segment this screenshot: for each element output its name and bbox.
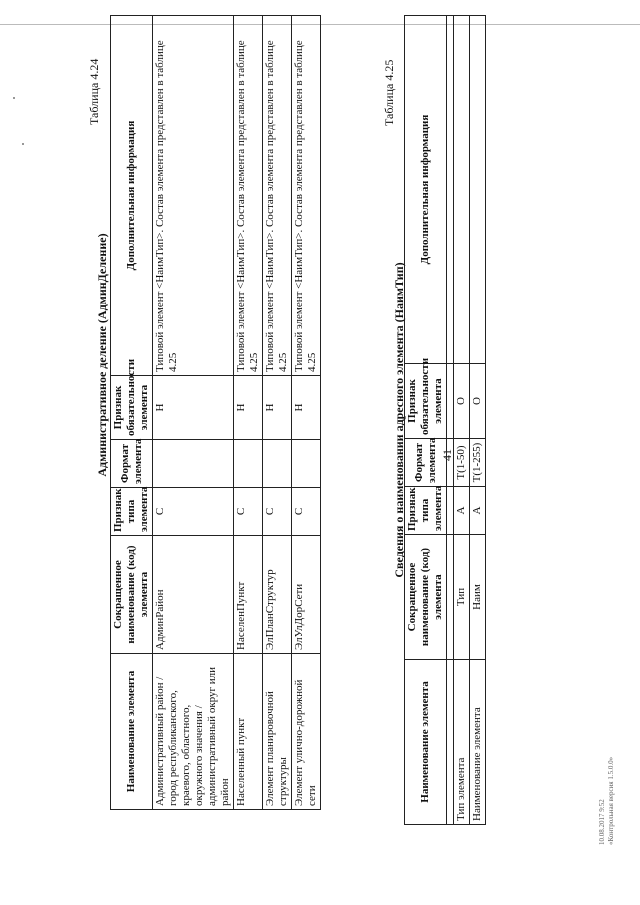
- scan-speck: [13, 97, 15, 99]
- cell-name: Тип элемента: [454, 660, 470, 825]
- table-row: [470, 16, 486, 825]
- table-row: [153, 16, 234, 810]
- cell-short-name: НаселенПункт: [234, 536, 263, 654]
- cell-short-name: ЭлУлДорСети: [292, 536, 321, 654]
- col-header-short-name: Сокращенное наименование (код) элемента: [405, 535, 447, 660]
- cell-format: T(1-50): [454, 439, 470, 487]
- cell-required: Н: [234, 376, 263, 440]
- cell-info: Типовой элемент <НаимТип>. Состав элемента представлен в таблице 4.25: [234, 16, 263, 376]
- margin-note-date: 10.08.2017 9:52: [598, 799, 606, 845]
- cell-required: О: [470, 364, 486, 439]
- table-row: [263, 16, 292, 810]
- cell-format: T(1-255): [470, 439, 486, 487]
- col-header-name: Наименование элемента: [405, 660, 447, 825]
- cell-name: Населенный пункт: [234, 654, 263, 810]
- table-header-row: [111, 16, 153, 810]
- cell-required: Н: [263, 376, 292, 440]
- cell-short-name: Тип: [454, 535, 470, 660]
- col-header-required: Признак обязательности элемента: [111, 376, 153, 440]
- cell-name: Элемент улично-дорожной сети: [292, 654, 321, 810]
- col-header-type: Признак типа элемента: [111, 488, 153, 536]
- margin-note-version: «Контрольная версия 1.5.0.0»: [607, 756, 615, 845]
- cell-required: Н: [153, 376, 234, 440]
- col-header-info: Дополнительная информация: [111, 16, 153, 376]
- table-4-25-title: Сведения о наименовании адресного элемента (НаимТип): [392, 262, 406, 578]
- cell-type: А: [454, 487, 470, 535]
- table-4-25-number: Таблица 4.25: [382, 59, 396, 126]
- cell-name: Административный район / город республиканского, краевого, областного, окружного значения / административный округ или район: [153, 654, 234, 810]
- cell-info: Типовой элемент <НаимТип>. Состав элемента представлен в таблице 4.25: [153, 16, 234, 376]
- cell-type: С: [263, 488, 292, 536]
- cell-short-name: АдминРайон: [153, 536, 234, 654]
- cell-type: С: [234, 488, 263, 536]
- cell-type: А: [470, 487, 486, 535]
- cell-format: [234, 440, 263, 488]
- cell-format: [292, 440, 321, 488]
- col-header-name: Наименование элемента: [111, 654, 153, 810]
- cell-info: Типовой элемент <НаимТип>. Состав элемента представлен в таблице 4.25: [263, 16, 292, 376]
- col-header-required: Признак обязательности элемента: [405, 364, 447, 439]
- cell-info: [454, 16, 470, 364]
- col-header-short-name: Сокращенное наименование (код) элемента: [111, 536, 153, 654]
- cell-required: Н: [292, 376, 321, 440]
- cell-info: Типовой элемент <НаимТип>. Состав элемента представлен в таблице 4.25: [292, 16, 321, 376]
- table-row: [292, 16, 321, 810]
- cell-type: С: [153, 488, 234, 536]
- table-header-row: [405, 16, 447, 825]
- col-header-info: Дополнительная информация: [405, 16, 447, 364]
- cell-short-name: Наим: [470, 535, 486, 660]
- page-number: 41: [440, 449, 454, 461]
- table-4-24-title: Административное деление (АдминДеление): [95, 233, 109, 477]
- table-row: [454, 16, 470, 825]
- cell-required: О: [454, 364, 470, 439]
- col-header-format: Формат элемента: [405, 439, 447, 487]
- col-header-type: Признак типа элемента: [405, 487, 447, 535]
- table-row: [234, 16, 263, 810]
- header-spacer-row: [447, 16, 454, 825]
- cell-name: Наименование элемента: [470, 660, 486, 825]
- cell-name: Элемент планировочной структуры: [263, 654, 292, 810]
- table-4-24: [110, 15, 321, 810]
- cell-format: [263, 440, 292, 488]
- table-4-24-number: Таблица 4.24: [87, 58, 101, 125]
- cell-short-name: ЭлПланСтруктур: [263, 536, 292, 654]
- margin-note: [598, 757, 616, 845]
- table-4-25: [404, 15, 486, 825]
- col-header-format: Формат элемента: [111, 440, 153, 488]
- cell-type: С: [292, 488, 321, 536]
- cell-format: [153, 440, 234, 488]
- cell-info: [470, 16, 486, 364]
- scan-speck: [22, 143, 24, 145]
